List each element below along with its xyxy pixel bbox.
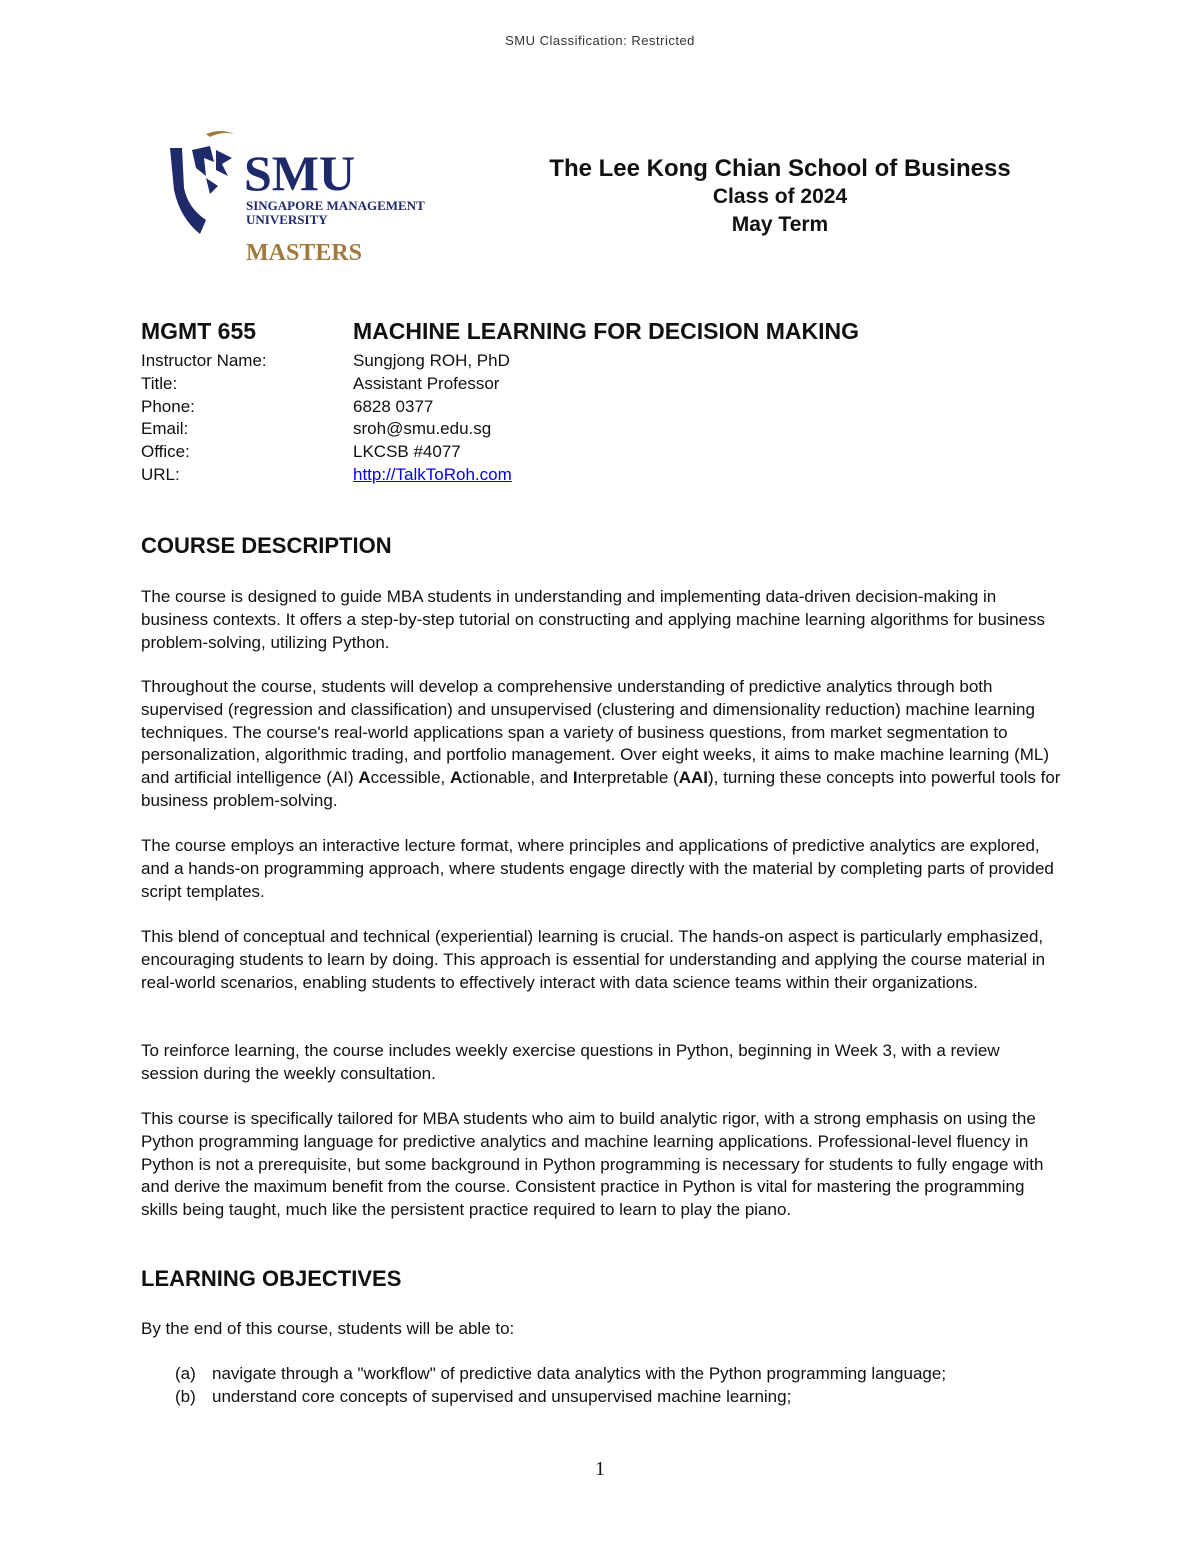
p2-text-5: ), turning these concepts into powerful tools for business problem-solving. <box>141 768 1061 810</box>
description-paragraph-6: This course is specifically tailored for MBA students who aim to build analytic rigor, with a strong emphasis on using the Python programming language for predictive analytics and machine learning applications. Professional-level fluency in Python is not a prerequisite, but some background in Python programming is necessary for students to fully engage with and derive the maximum benefit from the course. Consistent practice in Python is vital for mastering the programming skills being taught, much like the persistent practice required to learn to play the piano. <box>141 1109 1044 1220</box>
p2-bold-a2: A <box>449 768 463 788</box>
office-value: LKCSB #4077 <box>353 442 461 462</box>
term: May Term <box>731 213 829 236</box>
list-marker: (b) <box>175 1386 196 1406</box>
logo-subtitle-1: SINGAPORE MANAGEMENT <box>246 198 425 213</box>
info-row <box>141 464 512 487</box>
list-item <box>175 1386 1075 1409</box>
list-item <box>175 1363 1075 1386</box>
phone-label: Phone: <box>141 396 195 416</box>
learning-objectives-heading: LEARNING OBJECTIVES <box>141 1266 402 1291</box>
info-row <box>141 373 512 396</box>
description-paragraph-4: This blend of conceptual and technical (experiential) learning is crucial. The hands-on aspect is particularly emphasized, encouraging students to learn by doing. This approach is essential for understanding and applying the course material in real-world scenarios, enabling students to effectively interact with data science teams within their organizations. <box>141 927 1046 992</box>
instructor-label: Instructor Name: <box>141 351 267 370</box>
objectives-list <box>175 1363 1075 1409</box>
classification-label: SMU Classification: Restricted <box>505 33 695 48</box>
instructor-info <box>141 350 512 487</box>
title-label: Title: <box>141 373 178 393</box>
list-marker: (a) <box>175 1364 196 1383</box>
info-row <box>141 396 512 419</box>
smu-logo <box>166 128 446 268</box>
info-row <box>141 350 512 373</box>
logo-program: MASTERS <box>246 240 363 266</box>
description-paragraph-5: To reinforce learning, the course includes weekly exercise questions in Python, beginning in Week 3, with a review session during the weekly consultation. <box>141 1041 1000 1083</box>
p2-text-1: Throughout the course, students will develop a comprehensive understanding of predictive analytics through both supervised (regression and classification) and unsupervised (clustering and dimensionality reduction) machine learning techniques. The course's real-world applications span a variety of business questions, from market segmentation to personalization, algorithmic trading, and portfolio management. Over eight weeks, it aims to make machine learning (ML) and artificial intelligence (AI) <box>141 677 1050 788</box>
info-row <box>141 441 512 464</box>
p2-text-2: ccessible, <box>370 768 450 788</box>
description-paragraph-1: The course is designed to guide MBA students in understanding and implementing data-driven decision-making in business contexts. It offers a step-by-step tutorial on constructing and applying machine learning algorithms for business problem-solving, utilizing Python. <box>141 587 1046 652</box>
p2-text-3: ctionable, and <box>462 768 573 788</box>
objectives-intro: By the end of this course, students will be able to: <box>141 1319 515 1338</box>
title-value: Assistant Professor <box>353 373 500 393</box>
course-description-heading: COURSE DESCRIPTION <box>141 533 392 558</box>
email-value: sroh@smu.edu.sg <box>353 419 492 439</box>
phone-value: 6828 0377 <box>353 396 434 416</box>
school-header <box>500 155 1060 239</box>
p2-bold-aai: AAI <box>678 768 708 788</box>
description-paragraph-3: The course employs an interactive lecture format, where principles and applications of predictive analytics are explored, and a hands-on programming approach, where students engage directly with the material by completing parts of provided script templates. <box>141 836 1054 901</box>
description-paragraph-2 <box>141 676 1061 813</box>
url-label: URL: <box>141 464 180 484</box>
p2-bold-a1: A <box>358 768 371 788</box>
class-year: Class of 2024 <box>712 185 848 208</box>
office-label: Office: <box>141 442 190 462</box>
course-title: MACHINE LEARNING FOR DECISION MAKING <box>353 318 859 344</box>
p2-bold-i: I <box>572 768 578 788</box>
list-item-text: navigate through a "workflow" of predictive data analytics with the Python programming language; <box>212 1364 947 1383</box>
course-code: MGMT 655 <box>141 318 257 344</box>
email-label: Email: <box>141 419 189 439</box>
logo-subtitle-2: UNIVERSITY <box>246 212 328 227</box>
p2-text-4: nterpretable ( <box>577 768 679 788</box>
url-link[interactable]: http://TalkToRoh.com <box>353 464 512 484</box>
info-row <box>141 418 512 441</box>
list-item-text: understand core concepts of supervised and unsupervised machine learning; <box>212 1386 792 1406</box>
instructor-value: Sungjong ROH, PhD <box>353 351 510 370</box>
logo-name: SMU <box>244 145 356 201</box>
page-number: 1 <box>595 1458 605 1480</box>
school-name: The Lee Kong Chian School of Business <box>549 155 1011 182</box>
